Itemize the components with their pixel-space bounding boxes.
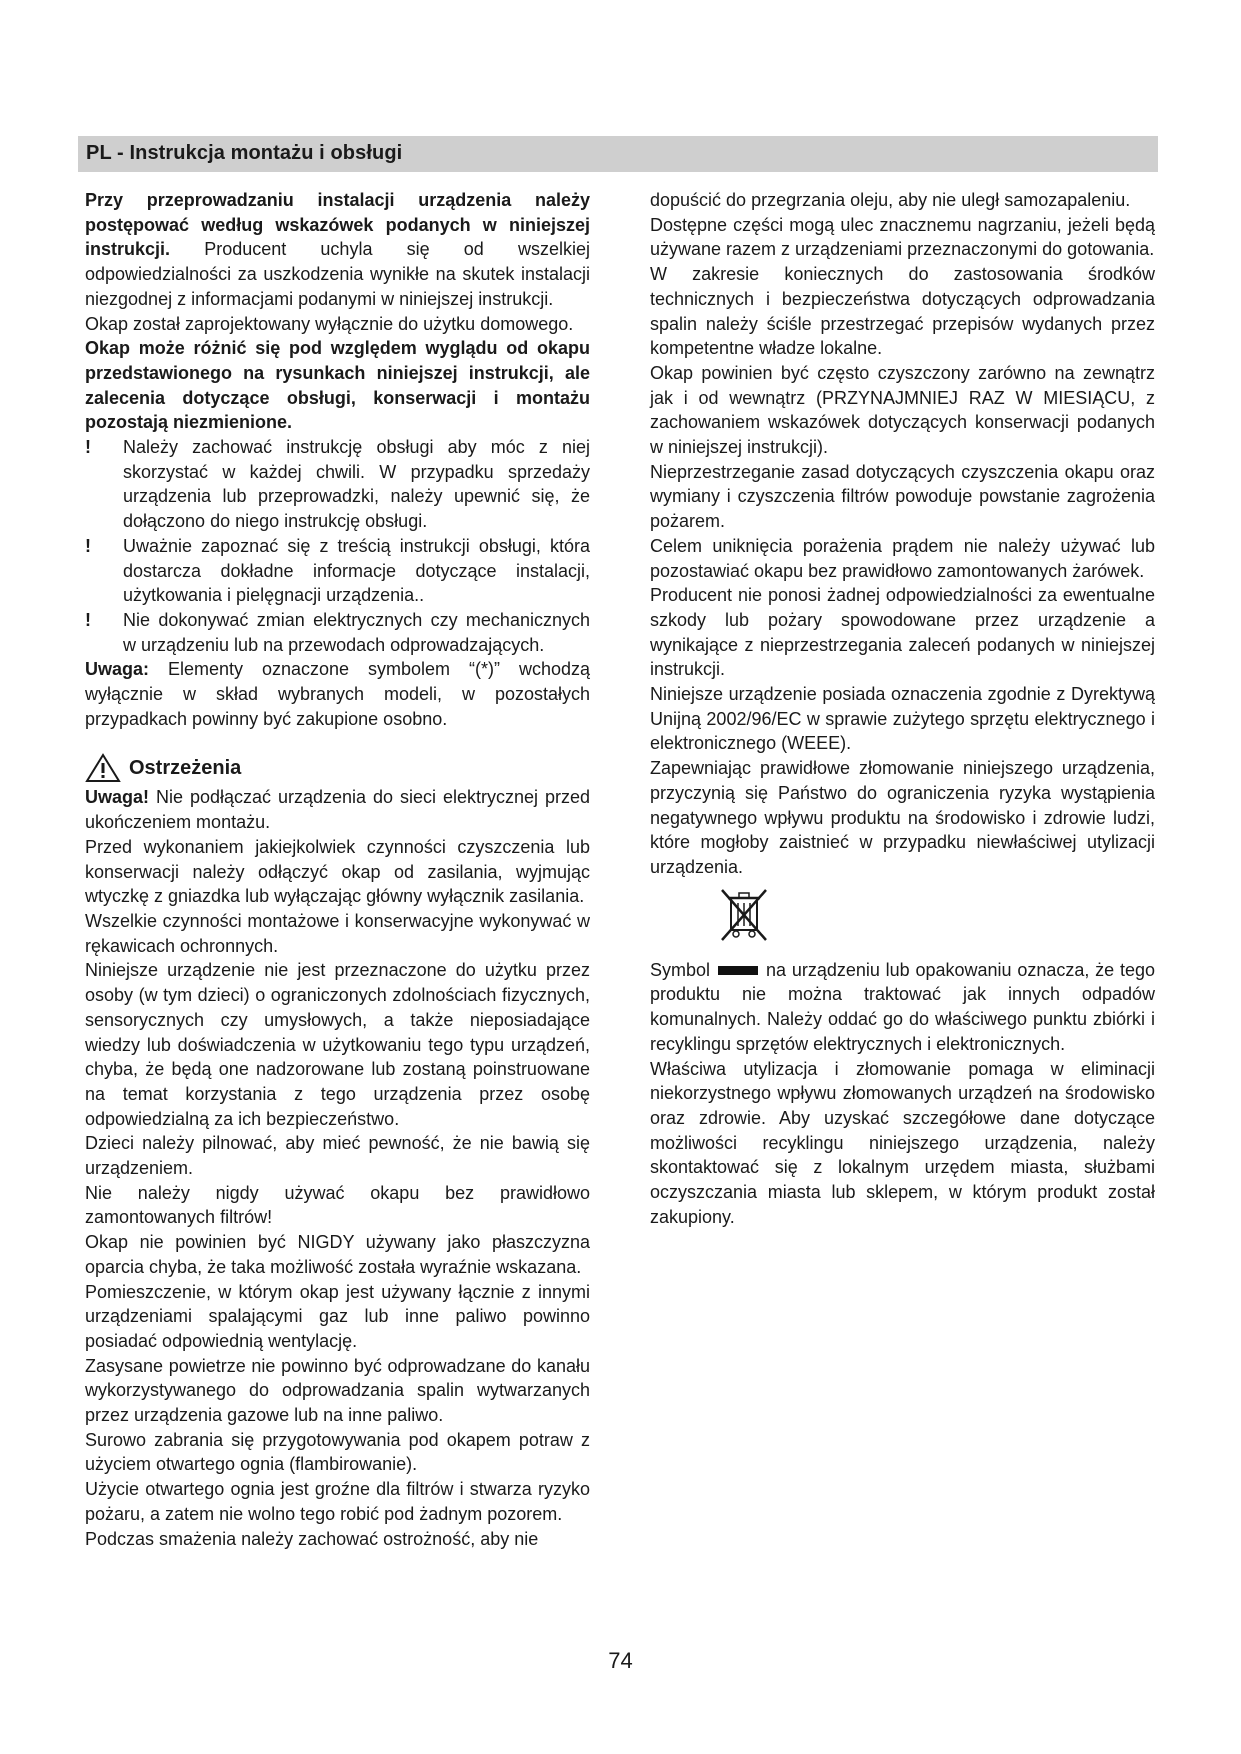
symbol-text: na urządzeniu lub opakowaniu oznacza, że tego produktu nie można traktować jak innych odpadów komunalnych. Należy oddać go do właściwego punktu zbiórki i recyklingu sprzętów elektrycznych i elektronicznych.: [650, 959, 1155, 1054]
left-column: [85, 188, 590, 1551]
body-paragraph: Celem uniknięcia porażenia prądem nie należy używać lub pozostawiać okapu bez prawidłowo zamontowanych żarówek.: [650, 535, 1155, 581]
exclamation-mark: !: [85, 535, 91, 556]
body-paragraph: Dostępne części mogą ulec znacznemu nagrzaniu, jeżeli będą używane razem z urządzeniami przeznaczonymi do gotowania.: [650, 214, 1155, 260]
section-header-bar: [78, 136, 1158, 172]
exclamation-mark: !: [85, 609, 91, 630]
bullet-item: [85, 608, 590, 657]
warning-paragraph: Przed wykonaniem jakiejkolwiek czynności czyszczenia lub konserwacji należy odłączyć okap od zasilania, wyjmując wtyczkę z gniazdka lub wyłączając główny wyłącznik zasilania.: [85, 836, 590, 907]
intro-paragraph: [85, 188, 590, 312]
warnings-title: Ostrzeżenia: [129, 757, 242, 780]
optional-parts-note: [85, 657, 590, 731]
appearance-note-paragraph: Okap może różnić się pod względem wyglądu od okapu przedstawionego na rysunkach niniejszej instrukcji, ale zalecenia dotyczące obsługi, konserwacji i montażu pozostają niezmienione.: [85, 338, 590, 433]
bullet-item: [85, 534, 590, 608]
bullet-text: Należy zachować instrukcję obsługi aby móc z niej skorzystać w każdej chwili. W przypadku sprzedaży urządzenia lub przeprowadzki, należy upewnić się, że dołączono do niego instrukcję obsługi.: [123, 437, 590, 532]
bullet-text: Uważnie zapoznać się z treścią instrukcji obsługi, która dostarcza dokładne informacje dotyczące instalacji, użytkowania i pielęgnacji urządzenia..: [123, 535, 590, 606]
warnings-heading: [85, 753, 590, 783]
black-bar-symbol: [718, 966, 758, 975]
body-paragraph: W zakresie koniecznych do zastosowania środków technicznych i bezpieczeństwa dotyczących odprowadzania spalin należy ściśle przestrzegać przepisów wydanych przez kompetentne władze lokalne.: [650, 264, 1155, 359]
weee-symbol: [718, 886, 1155, 948]
warning-paragraph: Niniejsze urządzenie nie jest przeznaczone do użytku przez osoby (w tym dzieci) o ograniczonych zdolnościach fizycznych, sensorycznych czy umysłowych, a także nieposiadające wiedzy lub doświadczenia w użytkowaniu tego typu urządzeń, chyba, że będą one nadzorowane lub zostaną poinstruowane na temat korzystania z tego urządzenia przez osobę odpowiedzialną za ich bezpieczeństwo.: [85, 960, 590, 1129]
exclamation-mark: !: [85, 437, 91, 458]
symbol-paragraph: [650, 958, 1155, 1057]
note-label: Uwaga:: [85, 659, 150, 680]
crossed-bin-icon: [718, 886, 770, 946]
body-paragraph: Nieprzestrzeganie zasad dotyczących czyszczenia okapu oraz wymiany i czyszczenia filtrów powoduje powstanie zagrożenia pożarem.: [650, 461, 1155, 532]
note-text: Elementy oznaczone symbolem “(*)” wchodzą wyłącznie w skład wybranych modeli, w pozostałych przypadkach powinny być zakupione osobno.: [85, 659, 590, 729]
warning-paragraph: Nie należy nigdy używać okapu bez prawidłowo zamontowanych filtrów!: [85, 1182, 590, 1228]
body-paragraph: Właściwa utylizacja i złomowanie pomaga w eliminacji niekorzystnego wpływu złomowanych urządzeń na środowisko oraz zdrowie. Aby uzyskać szczegółowe dane dotyczące możliwości recyklingu niniejszego urządzenia, należy skontaktować się z lokalnym urzędem miasta, służbami oczyszczania miasta lub sklepem, w którym produkt został zakupiony.: [650, 1058, 1155, 1227]
body-paragraph: Zapewniając prawidłowe złomowanie niniejszego urządzenia, przyczynią się Państwo do ograniczenia ryzyka wystąpienia negatywnego wpływu produktu na środowisko i zdrowie ludzi, które mogłoby zaistnieć w przypadku niewłaściwej utylizacji urządzenia.: [650, 758, 1155, 877]
warning-paragraph: Surowo zabrania się przygotowywania pod okapem potraw z użyciem otwartego ognia (flambirowanie).: [85, 1429, 590, 1475]
intro-text: Producent uchyla się od wszelkiej odpowiedzialności za uszkodzenia wynikłe na skutek instalacji niezgodnej z informacjami podanymi w niniejszej instrukcji.: [85, 239, 590, 309]
body-paragraph: Niniejsze urządzenie posiada oznaczenia zgodnie z Dyrektywą Unijną 2002/96/EC w sprawie zużytego sprzętu elektrycznego i elektronicznego (WEEE).: [650, 684, 1155, 754]
page-title: PL - Instrukcja montażu i obsługi: [86, 142, 403, 164]
warning-triangle-icon: [85, 753, 121, 783]
bullet-item: [85, 435, 590, 534]
warning-label: Uwaga!: [85, 787, 150, 808]
warning-paragraph: Pomieszczenie, w którym okap jest używany łącznie z innymi urządzeniami spalającymi gaz lub inne paliwo powinno posiadać odpowiednią wentylację.: [85, 1281, 590, 1351]
warning-paragraph: Dzieci należy pilnować, aby mieć pewność, że nie bawią się urządzeniem.: [85, 1133, 590, 1179]
warning-paragraph: Użycie otwartego ognia jest groźne dla filtrów i stwarza ryzyko pożaru, a zatem nie wolno tego robić pod żadnym pozorem.: [85, 1479, 590, 1524]
body-paragraph: Okap powinien być często czyszczony zarówno na zewnątrz jak i od wewnątrz (PRZYNAJMNIEJ RAZ W MIESIĄCU, z zachowaniem wskazówek dotyczących konserwacji podanych w niniejszej instrukcji).: [650, 362, 1155, 458]
warning-paragraph: [85, 785, 590, 834]
warning-paragraph: Zasysane powietrze nie powinno być odprowadzane do kanału wykorzystywanego do odprowadzania spalin wytwarzanych przez urządzenia gazowe lub na inne paliwo.: [85, 1355, 590, 1426]
warning-paragraph: Okap nie powinien być NIGDY używany jako płaszczyzna oparcia chyba, że taka możliwość została wyraźnie wskazana.: [85, 1232, 590, 1277]
right-column: [650, 188, 1155, 1229]
body-paragraph: Producent nie ponosi żadnej odpowiedzialności za ewentualne szkody lub pożary spowodowane przez urządzenie a wynikające z nieprzestrzegania zaleceń podanych w niniejszej instrukcji.: [650, 585, 1155, 680]
domestic-use-paragraph: Okap został zaprojektowany wyłącznie do użytku domowego.: [85, 313, 574, 334]
page-number: 74: [608, 1648, 633, 1673]
body-paragraph: dopuścić do przegrzania oleju, aby nie uległ samozapaleniu.: [650, 190, 1131, 210]
warning-text: Nie podłączać urządzenia do sieci elektrycznej przed ukończeniem montażu.: [85, 787, 590, 833]
intro-bold-text: Przy przeprowadzaniu instalacji urządzenia należy postępować według wskazówek podanych w niniejszej instrukcji.: [85, 190, 590, 260]
warning-paragraph: Wszelkie czynności montażowe i konserwacyjne wykonywać w rękawicach ochronnych.: [85, 910, 590, 956]
bullet-text: Nie dokonywać zmian elektrycznych czy mechanicznych w urządzeniu lub na przewodach odprowadzających.: [123, 609, 590, 655]
symbol-label: Symbol: [650, 959, 711, 980]
warning-paragraph: Podczas smażenia należy zachować ostrożność, aby nie: [85, 1528, 539, 1549]
